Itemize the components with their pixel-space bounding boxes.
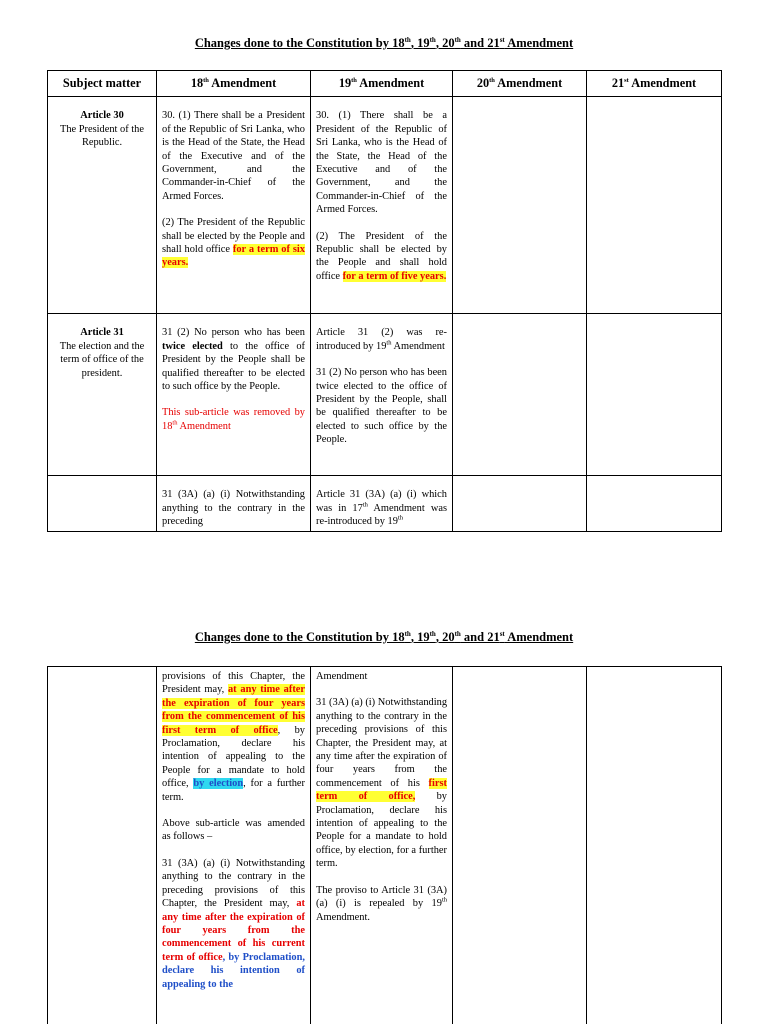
- cell-21st-continued: [587, 667, 722, 1024]
- table-row-article-30: [48, 97, 722, 314]
- cell-19th-article-31-3a: Article 31 (3A) (a) (i) which was in 17th Amendment was re-introduced by 19th: [311, 476, 453, 532]
- cell-20th-continued: [453, 667, 587, 1024]
- header-19th-amendment: 19th Amendment: [311, 71, 453, 97]
- subject-article-31-3a: [48, 476, 157, 532]
- cell-20th-article-31: [453, 314, 587, 476]
- table-row-article-31: [48, 314, 722, 476]
- header-20th-amendment: 20th Amendment: [453, 71, 587, 97]
- cell-19th-article-31: Article 31 (2) was re-introduced by 19th Amendment 31 (2) No person who has been twice elected to the office of President by the People, shall be qualified thereafter to be elected to such office by the People.: [311, 314, 453, 476]
- page2-clip: [0, 666, 768, 1024]
- header-18th-amendment: 18th Amendment: [157, 71, 311, 97]
- subject-article-30: Article 30 The President of the Republic.: [48, 97, 157, 314]
- table-header-row: [48, 71, 722, 97]
- header-subject-matter: Subject matter: [48, 71, 157, 97]
- cell-21st-article-31: [587, 314, 722, 476]
- table-row-article-31-3a: [48, 476, 722, 532]
- subject-continued: [48, 667, 157, 1024]
- amendments-table-page1: [47, 70, 722, 532]
- cell-20th-article-30: [453, 97, 587, 314]
- page1-title: Changes done to the Constitution by 18th, 19th, 20th and 21st Amendment: [194, 36, 574, 51]
- page2-title: Changes done to the Constitution by 18th, 19th, 20th and 21st Amendment: [194, 630, 574, 645]
- subject-article-31: Article 31 The election and the term of office of the president.: [48, 314, 157, 476]
- table-row-article-31-3a-continued: [48, 667, 722, 1024]
- cell-18th-article-31-3a: 31 (3A) (a) (i) Notwithstanding anything to the contrary in the preceding: [157, 476, 311, 532]
- cell-18th-continued: provisions of this Chapter, the President may, at any time after the expiration of four years from the commencement of his first term of office, by Proclamation, declare his intention of appealing to the People for a mandate to hold office, by election, for a further term. Above sub-article was amended as follows – 31 (3A) (a) (i) Notwithstanding anything to the contrary in the preceding provisions of this Chapter, the President may, at any time after the expiration of four years from the commencement of his current term of office, by Proclamation, declare his intention of appealing to the: [157, 667, 311, 1024]
- amendments-table-page2: [47, 666, 722, 1024]
- cell-18th-article-30: 30. (1) There shall be a President of the Republic of Sri Lanka, who is the Head of the State, the Head of the Executive and of the Government, and the Commander-in-Chief of the Armed Forces. (2) The President of the Republic shall be elected by the People and shall hold office for a term of six years.: [157, 97, 311, 314]
- cell-18th-article-31: 31 (2) No person who has been twice elected to the office of President by the People shall be qualified thereafter to be elected to such office by the People. This sub-article was removed by 18th Amendment: [157, 314, 311, 476]
- cell-21st-article-30: [587, 97, 722, 314]
- cell-19th-continued: Amendment 31 (3A) (a) (i) Notwithstanding anything to the contrary in the preceding provisions of this Chapter, the President may, at any time after the expiration of four years from the commencement of his first term of office, by Proclamation, declare his intention of appealing to the People for a mandate to hold office, by election, for a further term. The proviso to Article 31 (3A) (a) (i) is repealed by 19th Amendment.: [311, 667, 453, 1024]
- cell-20th-article-31-3a: [453, 476, 587, 532]
- header-21st-amendment: 21st Amendment: [587, 71, 722, 97]
- cell-21st-article-31-3a: [587, 476, 722, 532]
- cell-19th-article-30: 30. (1) There shall be a President of the Republic of Sri Lanka, who is the Head of the State, the Head of the Executive and of the Government, and the Commander-in-Chief of the Armed Forces. (2) The President of the Republic shall be elected by the People and shall hold office for a term of five years.: [311, 97, 453, 314]
